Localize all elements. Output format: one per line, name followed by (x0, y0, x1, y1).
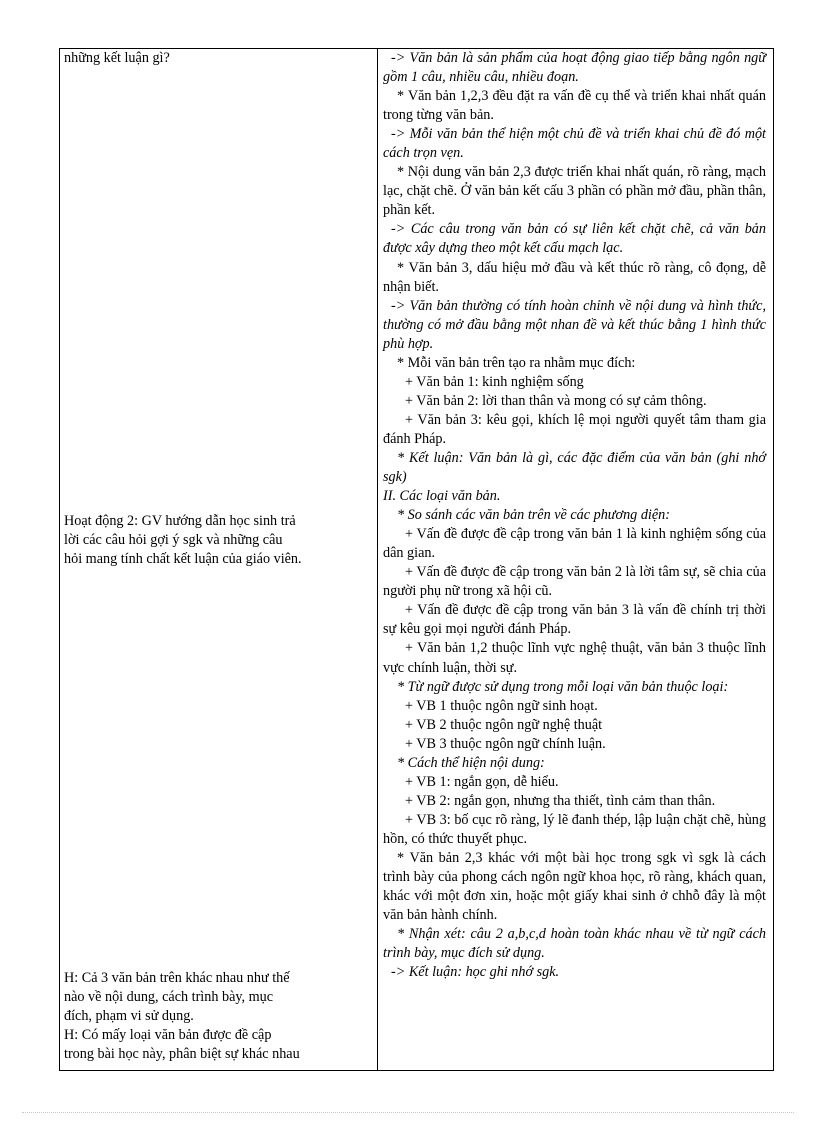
activity-2-line-3: hỏi mang tính chất kết luận của giáo viên. (64, 551, 302, 567)
vocabulary-heading: * Từ ngữ được sử dụng trong mỗi loại văn bản thuộc loại: (397, 678, 729, 695)
expression-item: + VB 3: bố cục rõ ràng, lý lẽ đanh thép, lập luận chặt chẽ, hùng hồn, có thức thuyết phục. (383, 811, 766, 847)
comparison-item: + Vấn đề được đề cập trong văn bản 1 là kinh nghiệm sống của dân gian. (383, 526, 766, 562)
activity-2-line-2: lời các câu hỏi gợi ý sgk và những câu (64, 532, 283, 548)
teacher-activity-column (60, 49, 378, 1071)
conclusion-paragraph: -> Văn bản thường có tính hoàn chỉnh về nội dung và hình thức, thường có mở đầu bằng một nhan đề và kết thúc bằng 1 hình thức phù hợp. (383, 297, 766, 352)
vocabulary-item: + VB 3 thuộc ngôn ngữ chính luận. (405, 735, 606, 752)
comparison-item: + Vấn đề được đề cập trong văn bản 3 là vấn đề chính trị thời sự kêu gọi mọi người đánh Pháp. (383, 602, 766, 638)
observation-paragraph: * Văn bản 3, dấu hiệu mở đầu và kết thúc rõ ràng, cô đọng, dễ nhận biết. (383, 259, 766, 295)
remark-paragraph: * Nhận xét: câu 2 a,b,c,d hoàn toàn khác nhau về từ ngữ cách trình bày, mục đích sử dụng. (383, 926, 766, 962)
question-h1-line-3: đích, phạm vi sử dụng. (64, 1008, 194, 1024)
comparison-heading: * So sánh các văn bản trên về các phương diện: (397, 507, 670, 524)
vocabulary-item: + VB 2 thuộc ngôn ngữ nghệ thuật (405, 716, 603, 733)
comparison-item: + Vấn đề được đề cập trong văn bản 2 là lời tâm sự, sẽ chia của người phụ nữ trong xã hội cũ. (383, 564, 766, 600)
content-column (378, 49, 774, 1071)
purpose-item: + Văn bản 3: kêu gọi, khích lệ mọi người quyết tâm tham gia đánh Pháp. (383, 411, 766, 447)
question-h1-line-1: H: Cả 3 văn bản trên khác nhau như thế (64, 970, 290, 986)
conclusion-paragraph: -> Các câu trong văn bản có sự liên kết chặt chẽ, cả văn bản được xây dựng theo một kết cấu mạch lạc. (383, 221, 766, 257)
conclusion-paragraph: -> Mỗi văn bản thể hiện một chủ đề và triển khai chủ đề đó một cách trọn vẹn. (383, 126, 766, 162)
conclusion-paragraph: -> Văn bản là sản phẩm của hoạt động giao tiếp bằng ngôn ngữ gồm 1 câu, nhiều câu, nhiều đoạn. (383, 50, 766, 86)
summary-paragraph: * Kết luận: Văn bản là gì, các đặc điểm của văn bản (ghi nhớ sgk) (383, 449, 766, 486)
expression-item: + VB 1: ngắn gọn, dễ hiểu. (405, 773, 559, 790)
purpose-item: + Văn bản 1: kinh nghiệm sống (405, 373, 584, 390)
left-question-continued: những kết luận gì? (64, 50, 170, 66)
page-bottom-divider (22, 1112, 794, 1113)
section-heading: II. Các loại văn bản. (383, 488, 501, 505)
final-conclusion: -> Kết luận: học ghi nhớ sgk. (391, 964, 560, 981)
comparison-item: + Văn bản 1,2 thuộc lĩnh vực nghệ thuật, văn bản 3 thuộc lĩnh vực chính luận, thời sự. (383, 640, 766, 676)
question-h2-line-2: trong bài học này, phân biệt sự khác nhau (64, 1046, 300, 1062)
lesson-table (59, 48, 774, 1071)
observation-paragraph: * Nội dung văn bản 2,3 được triển khai nhất quán, rõ ràng, mạch lạc, chặt chẽ. Ở văn bản kết cấu 3 phần có phần mở đầu, phần thân, phần kết. (383, 164, 766, 219)
observation-paragraph: * Văn bản 2,3 khác với một bài học trong sgk vì sgk là cách trình bày của phong cách ngôn ngữ khoa học, rõ ràng, khách quan, khác với một đơn xin, hoặc một giấy khai sinh ở chhỗ đây là một văn bản hành chính. (383, 849, 766, 924)
purpose-heading: * Mỗi văn bản trên tạo ra nhằm mục đích: (397, 354, 636, 371)
table-row (60, 49, 774, 1071)
expression-heading: * Cách thể hiện nội dung: (397, 754, 545, 771)
purpose-item: + Văn bản 2: lời than thân và mong có sự cảm thông. (405, 392, 707, 409)
observation-paragraph: * Văn bản 1,2,3 đều đặt ra vấn đề cụ thể và triển khai nhất quán trong từng văn bản. (383, 88, 766, 124)
activity-2-line-1: Hoạt động 2: GV hướng dẫn học sinh trả (64, 513, 296, 529)
question-h1-line-2: nào về nội dung, cách trình bày, mục (64, 989, 274, 1005)
expression-item: + VB 2: ngắn gọn, nhưng tha thiết, tình cảm than thân. (405, 792, 716, 809)
question-h2-line-1: H: Có mấy loại văn bản được đề cập (64, 1027, 272, 1043)
vocabulary-item: + VB 1 thuộc ngôn ngữ sinh hoạt. (405, 697, 598, 714)
